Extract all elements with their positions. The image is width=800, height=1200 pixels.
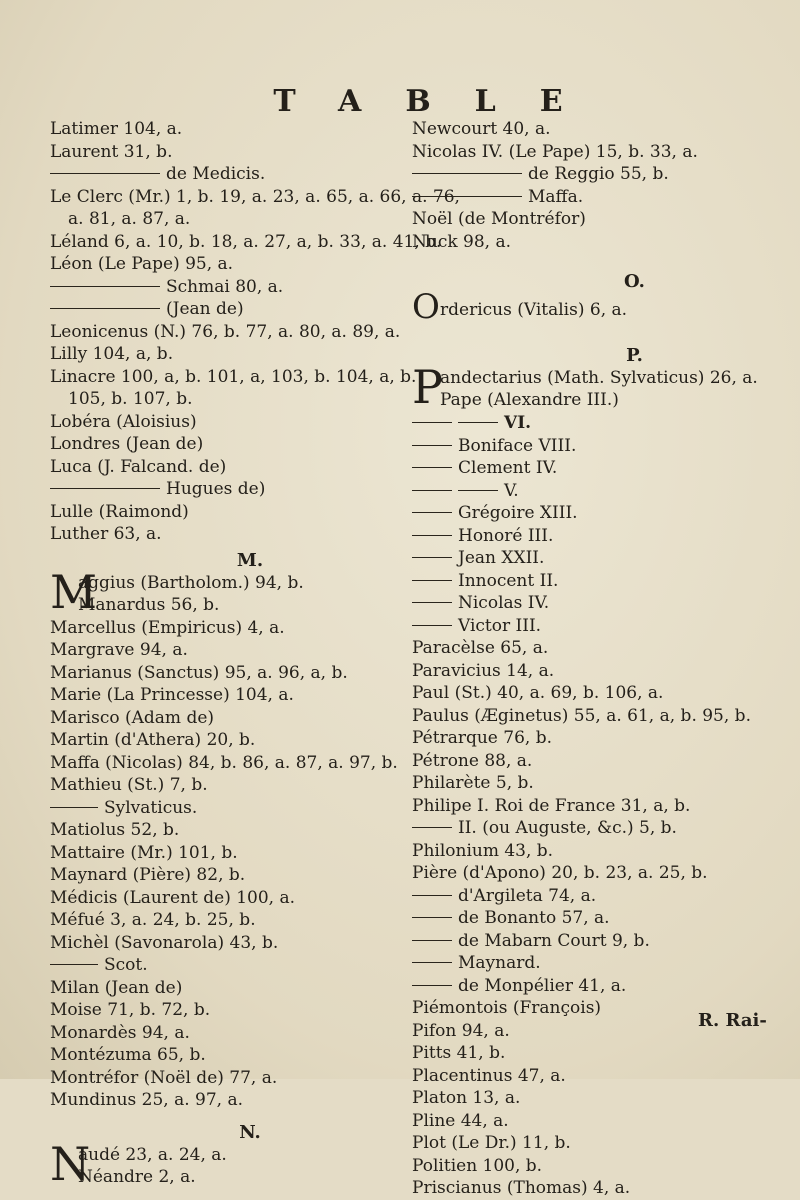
index-entry: Marie (La Princesse) 104, a.	[50, 685, 294, 705]
index-entry: Marianus (Sanctus) 95, a. 96, a, b.	[50, 662, 348, 683]
index-entry	[412, 186, 797, 209]
drop-cap-m: M	[50, 564, 98, 619]
index-entry-text: V.	[504, 480, 519, 501]
index-entry: Pétrone 88, a.	[412, 750, 533, 771]
index-entry: Paracèlse 65, a.	[412, 638, 549, 658]
ditto-dash	[412, 962, 452, 963]
ditto-dash	[412, 580, 452, 581]
index-entry-text: Nicolas IV.	[458, 593, 550, 613]
dropcap-block-n	[50, 1136, 390, 1191]
index-entry: aggius (Bartholom.) 94, b.	[78, 572, 304, 593]
index-entry: Laurent 31, b.	[50, 141, 173, 162]
index-entry: Maffa (Nicolas) 84, b. 86, a. 87, a. 97, b.	[50, 752, 398, 773]
index-entry: Lilly 104, a, b.	[50, 344, 174, 364]
index-entry: Piémontois (François)	[412, 998, 602, 1018]
drop-cap-n: N	[50, 1136, 91, 1191]
index-entry	[412, 885, 797, 908]
ditto-dash	[412, 940, 452, 941]
index-entry: Pétrarque 76, b.	[412, 728, 552, 748]
index-entry: andectarius (Math. Sylvaticus) 26, a.	[440, 368, 758, 388]
ditto-dash	[412, 445, 452, 446]
index-entry-text: de Bonanto 57, a.	[458, 908, 610, 928]
index-entry: Priscianus (Thomas) 4, a.	[412, 1178, 631, 1198]
index-entry: Paulus (Æginetus) 55, a. 61, a, b. 95, b.	[412, 705, 751, 726]
index-entry: Politien 100, b.	[412, 1155, 543, 1176]
index-entry: Mathieu (St.) 7, b.	[50, 775, 208, 795]
index-entry: Médicis (Laurent de) 100, a.	[50, 887, 296, 908]
index-entry-text: Sylvaticus.	[104, 797, 198, 818]
index-entry	[412, 547, 797, 570]
index-entry: Michèl (Savonarola) 43, b.	[50, 932, 279, 953]
index-entry: Nuck 98, a.	[412, 231, 512, 252]
index-entry-text: Scot.	[104, 955, 148, 975]
section-letter-o: O.	[624, 271, 645, 292]
index-entry-text: Clement IV.	[458, 458, 558, 478]
index-entry: Paravicius 14, a.	[412, 660, 555, 681]
index-entry: audé 23, a. 24, a.	[78, 1144, 227, 1165]
index-entry-text: Maynard.	[458, 953, 541, 973]
section-letter-n: N.	[239, 1121, 261, 1143]
index-entry: Philarète 5, b.	[412, 773, 534, 793]
ditto-dash	[412, 422, 452, 423]
index-entry: Luther 63, a.	[50, 524, 162, 544]
index-entry	[50, 478, 390, 501]
index-entry	[50, 163, 390, 186]
index-entry: Marcellus (Empiricus) 4, a.	[50, 617, 285, 638]
index-entry	[412, 615, 797, 638]
ditto-dash	[412, 985, 452, 986]
index-entry	[412, 502, 797, 525]
index-entry: Manardus 56, b.	[78, 594, 220, 615]
index-entry: Monardès 94, a.	[50, 1022, 190, 1043]
index-entry	[50, 954, 390, 977]
index-entry: Leonicenus (N.) 76, b. 77, a. 80, a. 89, a.	[50, 321, 401, 342]
index-entry	[412, 975, 797, 998]
ditto-dash	[50, 173, 160, 174]
index-entry: Margrave 94, a.	[50, 640, 188, 660]
index-entry	[412, 525, 797, 548]
ditto-dash	[458, 490, 498, 491]
index-entry-text: de Mabarn Court 9, b.	[458, 930, 650, 951]
ditto-dash	[412, 512, 452, 513]
index-entry: Montréfor (Noël de) 77, a.	[50, 1067, 278, 1088]
index-entry-continued: a. 81, a. 87, a.	[68, 209, 191, 229]
section-letter-m: M.	[236, 549, 264, 571]
index-entry	[412, 163, 797, 186]
index-entry: Le Clerc (Mr.) 1, b. 19, a. 23, a. 65, a. 66, a. 76,	[50, 186, 460, 207]
dropcap-block-m	[50, 564, 390, 619]
index-entry: Milan (Jean de)	[50, 977, 183, 998]
index-entry: Pape (Alexandre III.)	[440, 390, 619, 410]
ditto-dash	[458, 422, 498, 423]
index-entry: Lobéra (Aloisius)	[50, 411, 197, 432]
right-column	[412, 118, 797, 1200]
ditto-dash	[50, 488, 160, 489]
index-entry: Mundinus 25, a. 97, a.	[50, 1090, 244, 1110]
index-entry-text: Hugues de)	[166, 479, 266, 499]
index-entry	[412, 930, 797, 953]
index-entry-text: Innocent II.	[458, 570, 559, 591]
index-entry: Moise 71, b. 72, b.	[50, 1000, 211, 1020]
index-entry	[412, 570, 797, 593]
index-entry-text: Jean XXII.	[458, 548, 545, 568]
ditto-dash	[50, 964, 98, 965]
index-entry: Latimer 104, a.	[50, 119, 183, 139]
index-entry: Léon (Le Pape) 95, a.	[50, 254, 234, 274]
index-entry	[50, 276, 390, 299]
index-entry: Montézuma 65, b.	[50, 1045, 206, 1065]
index-entry	[50, 298, 390, 321]
ditto-dash	[412, 827, 452, 828]
index-entry: Pitts 41, b.	[412, 1043, 506, 1063]
index-entry: Placentinus 47, a.	[412, 1065, 566, 1086]
index-entry: Luca (J. Falcand. de)	[50, 456, 227, 477]
index-entry-text: Grégoire XIII.	[458, 503, 578, 523]
dropcap-block-p	[412, 360, 797, 414]
index-entry-text: de Medicis.	[166, 164, 266, 184]
ditto-dash	[50, 807, 98, 808]
index-entry: Platon 13, a.	[412, 1088, 521, 1108]
index-entry: Newcourt 40, a.	[412, 119, 551, 139]
ditto-dash	[412, 625, 452, 626]
index-entry-text: VI.	[504, 413, 532, 433]
index-entry-text: II. (ou Auguste, &c.) 5, b.	[458, 818, 677, 838]
index-entry: rdericus (Vitalis) 6, a.	[440, 300, 628, 320]
ditto-dash	[412, 557, 452, 558]
ditto-dash	[412, 602, 452, 603]
ditto-dash	[412, 467, 452, 468]
index-entry: Noël (de Montréfor)	[412, 209, 586, 229]
index-entry: Méfué 3, a. 24, b. 25, b.	[50, 910, 256, 930]
index-entry: Paul (St.) 40, a. 69, b. 106, a.	[412, 683, 664, 703]
index-entry-text: Maffa.	[528, 186, 584, 207]
index-entry: Pline 44, a.	[412, 1110, 509, 1131]
index-entry	[412, 817, 797, 840]
index-entry-text: Schmai 80, a.	[166, 276, 284, 297]
index-entry	[50, 797, 390, 820]
page-header: TABLE	[273, 84, 607, 119]
ditto-dash	[50, 286, 160, 287]
index-entry: Maynard (Pière) 82, b.	[50, 865, 246, 885]
index-entry-text: de Monpélier 41, a.	[458, 975, 627, 996]
section-letter-p: P.	[626, 345, 643, 366]
index-entry: Mattaire (Mr.) 101, b.	[50, 842, 238, 863]
index-entry: Philonium 43, b.	[412, 840, 554, 861]
index-entry	[412, 480, 797, 503]
drop-cap-p: P	[412, 360, 443, 414]
ditto-dash	[412, 535, 452, 536]
index-entry-text: Honoré III.	[458, 525, 554, 546]
index-entry: Matiolus 52, b.	[50, 820, 180, 840]
ditto-dash	[412, 895, 452, 896]
dropcap-block-o	[412, 287, 797, 327]
index-entry-text: d'Argileta 74, a.	[458, 885, 597, 906]
index-entry-continued: 105, b. 107, b.	[68, 389, 193, 409]
index-entry-text: de Reggio 55, b.	[528, 164, 669, 184]
index-entry: Linacre 100, a, b. 101, a, 103, b. 104, a, b.	[50, 366, 417, 387]
drop-cap-o: O	[412, 287, 440, 327]
index-entry: Pière (d'Apono) 20, b. 23, a. 25, b.	[412, 863, 708, 883]
ditto-dash	[50, 308, 160, 309]
index-entry	[412, 952, 797, 975]
index-entry: Philipe I. Roi de France 31, a, b.	[412, 795, 691, 816]
ditto-dash	[412, 173, 522, 174]
ditto-dash	[412, 490, 452, 491]
index-entry: Lulle (Raimond)	[50, 501, 189, 522]
index-entry: Plot (Le Dr.) 11, b.	[412, 1133, 571, 1153]
index-entry: Marisco (Adam de)	[50, 707, 215, 728]
index-entry: Pifon 94, a.	[412, 1020, 510, 1041]
index-entry-text: Victor III.	[458, 615, 542, 636]
index-entry	[412, 435, 797, 458]
catchword: R. Rai-	[698, 1010, 767, 1031]
index-entry: Néandre 2, a.	[78, 1166, 196, 1187]
index-entry-text: (Jean de)	[166, 299, 244, 319]
index-entry	[412, 412, 797, 435]
index-entry: Léland 6, a. 10, b. 18, a. 27, a, b. 33, a. 41, b.	[50, 231, 442, 252]
index-entry	[412, 457, 797, 480]
ditto-dash	[412, 196, 522, 197]
index-entry: Nicolas IV. (Le Pape) 15, b. 33, a.	[412, 141, 698, 162]
index-entry: Londres (Jean de)	[50, 434, 204, 454]
index-entry: Martin (d'Athera) 20, b.	[50, 730, 256, 750]
index-entry-text: Boniface VIII.	[458, 435, 577, 456]
ditto-dash	[412, 917, 452, 918]
index-entry	[412, 592, 797, 615]
index-entry	[412, 907, 797, 930]
